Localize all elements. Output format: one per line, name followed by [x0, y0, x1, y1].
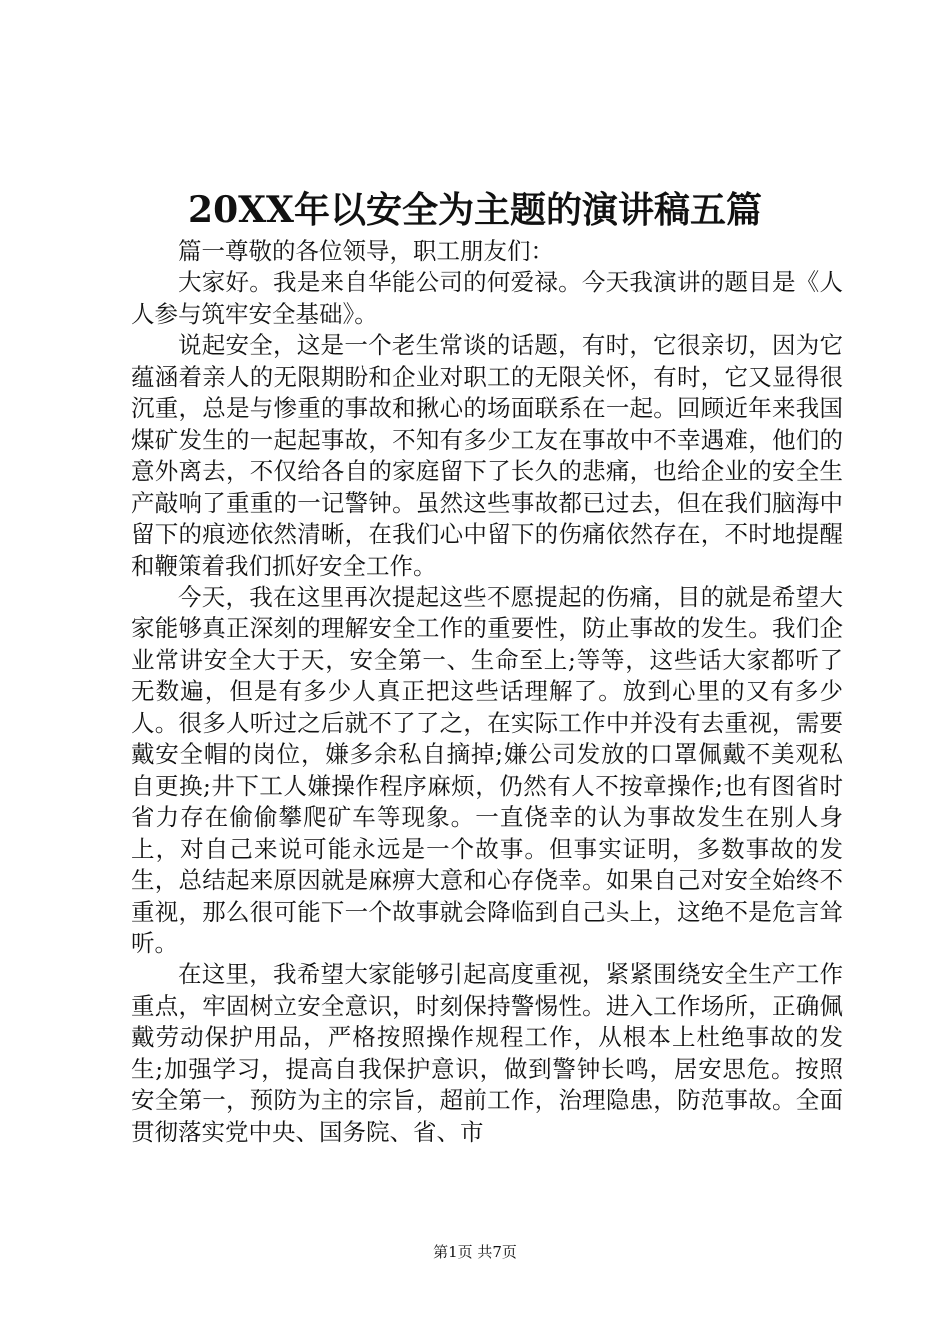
paragraph-introduction: 大家好。我是来自华能公司的何爱禄。今天我演讲的题目是《人人参与筑牢安全基础》。 [131, 268, 843, 328]
paragraph-safety-importance: 今天，我在这里再次提起这些不愿提起的伤痛，目的就是希望大家能够真正深刻的理解安全工作的重要性，防止事故的发生。我们企业常讲安全大于天，安全第一、生命至上;等等，这些话大家都听了无数遍，但是有多少人真正把这些话理解了。放到心里的又有多少人。很多人听过之后就不了了之，在实际工作中并没有去重视，需要戴安全帽的岗位，嫌多余私自摘掉;嫌公司发放的口罩佩戴不美观私自更换;井下工人嫌操作程序麻烦，仍然有人不按章操作;也有图省时省力存在偷偷攀爬矿车等现象。一直侥幸的认为事故发生在别人身上，对自己来说可能永远是一个故事。但事实证明，多数事故的发生，总结起来原因就是麻痹大意和心存侥幸。如果自己对安全始终不重视，那么很可能下一个故事就会降临到自己头上，这绝不是危言耸听。 [131, 582, 843, 957]
document-title: 20XX年以安全为主题的演讲稿五篇 [188, 189, 762, 231]
paragraph-salutation: 篇一尊敬的各位领导，职工朋友们： [178, 237, 554, 265]
paragraph-call-to-action: 在这里，我希望大家能够引起高度重视，紧紧围绕安全生产工作重点，牢固树立安全意识，时刻保持警惕性。进入工作场所，正确佩戴劳动保护用品，严格按照操作规程工作，从根本上杜绝事故的发生;加强学习，提高自我保护意识，做到警钟长鸣，居安思危。按照安全第一，预防为主的宗旨，超前工作，治理隐患，防范事故。全面贯彻落实党中央、国务院、省、市 [131, 960, 843, 1146]
document-body [131, 236, 843, 1148]
paragraph-safety-reflection: 说起安全，这是一个老生常谈的话题，有时，它很亲切，因为它蕴涵着亲人的无限期盼和企业对职工的无限关怀，有时，它又显得很沉重，总是与惨重的事故和揪心的场面联系在一起。回顾近年来我国煤矿发生的一起起事故，不知有多少工友在事故中不幸遇难，他们的意外离去，不仅给各自的家庭留下了长久的悲痛，也给企业的安全生产敲响了重重的一记警钟。虽然这些事故都已过去，但在我们脑海中留下的痕迹依然清晰，在我们心中留下的伤痛依然存在，不时地提醒和鞭策着我们抓好安全工作。 [131, 331, 843, 580]
page-number-footer: 第1页 共7页 [433, 1243, 517, 1261]
